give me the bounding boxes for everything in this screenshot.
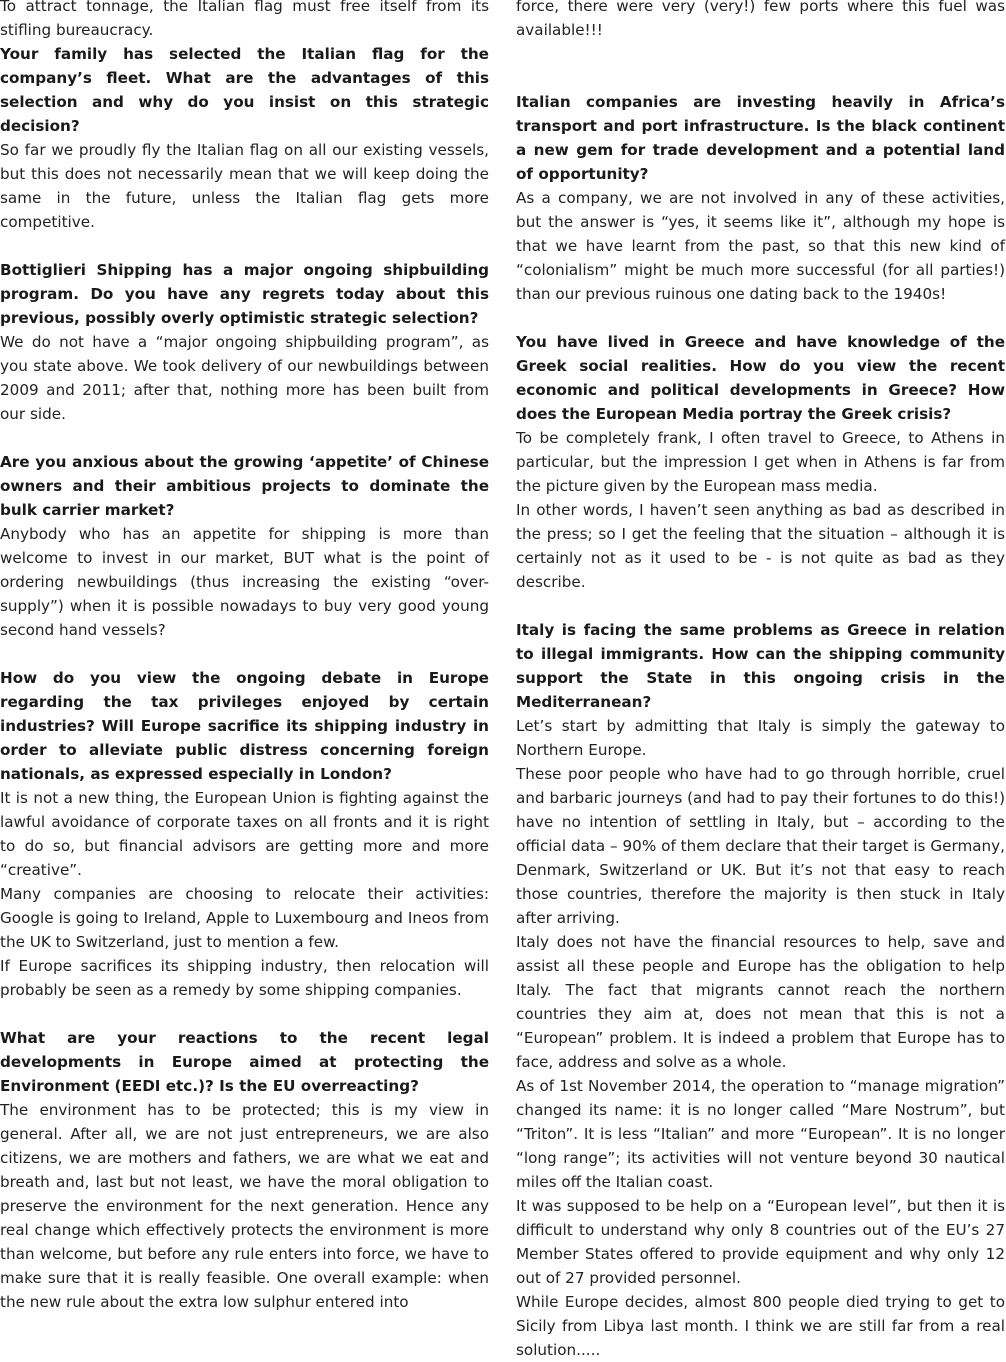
answer-paragraph: To be completely frank, I often travel to Greece, to Athens in particular, but the impression I get when in Athens is far from the picture given by the European mass media. <box>516 429 1005 495</box>
question-heading: Your family has selected the Italian flag for the company’s fleet. What are the advantages of this selection and why do you insist on this strategic decision? <box>0 45 489 135</box>
answer-paragraph: Let’s start by admitting that Italy is simply the gateway to Northern Europe. <box>516 717 1005 759</box>
answer-paragraph: Anybody who has an appetite for shipping is more than welcome to invest in our market, BUT what is the point of ordering newbuildings (thus increasing the existing “over-supply”) when it is possible nowadays to buy very good young second hand vessels? <box>0 525 489 639</box>
paragraph-spacer <box>0 426 489 450</box>
answer-paragraph: These poor people who have had to go through horrible, cruel and barbaric journeys (and had to pay their fortunes to do this!) have no intention of settling in Italy, but – according to the official data – 90% of them declare that their target is Germany, Denmark, Switzerland or UK. But it’s not that easy to reach those countries, therefore the majority is then stuck in Italy after arriving. <box>516 765 1005 927</box>
question-heading: Bottiglieri Shipping has a major ongoing shipbuilding program. Do you have any regrets today about this previous, possibly overly optimistic strategic selection? <box>0 261 489 327</box>
answer-paragraph: The environment has to be protected; this is my view in general. After all, we are not just entrepreneurs, we are also citizens, we are mothers and fathers, we are what we eat and breath and, last but not least, we have the moral obligation to preserve the environment for the next generation. Hence any real change which effectively protects the environment is more than welcome, but before any rule enters into force, we have to make sure that it is really feasible. One overall example: when the new rule about the extra low sulphur entered into <box>0 1101 489 1311</box>
answer-paragraph: It was supposed to be help on a “European level”, but then it is difficult to understand why only 8 countries out of the EU’s 27 Member States offered to provide equipment and why only 12 out of 27 provided personnel. <box>516 1197 1005 1287</box>
answer-paragraph: As of 1st November 2014, the operation to “manage migration” changed its name: it is no longer called “Mare Nostrum”, but “Triton”. It is less “Italian” and more “European”. It is no longer “long range”; its activities will not venture beyond 30 nautical miles off the Italian coast. <box>516 1077 1005 1191</box>
answer-paragraph: To attract tonnage, the Italian flag must free itself from its stifling bureaucracy. <box>0 0 489 39</box>
answer-paragraph: It is not a new thing, the European Union is fighting against the lawful avoidance of corporate taxes on all fronts and it is right to do so, but financial advisors are getting more and more “creative”. <box>0 789 489 879</box>
paragraph-spacer <box>516 42 1005 90</box>
answer-paragraph: Italy does not have the financial resources to help, save and assist all these people and Europe has the obligation to help Italy. The fact that migrants cannot reach the northern countries they aim at, does not mean that this is not a “European” problem. It is indeed a problem that Europe has to face, address and solve as a whole. <box>516 933 1005 1071</box>
right-column <box>516 0 1005 1362</box>
answer-paragraph: If Europe sacrifices its shipping industry, then relocation will probably be seen as a remedy by some shipping companies. <box>0 957 489 999</box>
question-heading: What are your reactions to the recent legal developments in Europe aimed at protecting the Environment (EEDI etc.)? Is the EU overreacting? <box>0 1029 489 1095</box>
answer-paragraph: force, there were very (very!) few ports where this fuel was available!!! <box>516 0 1005 39</box>
question-heading: Italy is facing the same problems as Greece in relation to illegal immigrants. How can the shipping community support the State in this ongoing crisis in the Mediterranean? <box>516 621 1005 711</box>
paragraph-spacer <box>0 642 489 666</box>
question-heading: Italian companies are investing heavily in Africa’s transport and port infrastructure. Is the black continent a new gem for trade development and a potential land of opportunity? <box>516 93 1005 183</box>
left-column <box>0 0 489 1314</box>
answer-paragraph: As a company, we are not involved in any of these activities, but the answer is “yes, it seems like it”, although my hope is that we have learnt from the past, so that this new kind of “colonialism” might be much more successful (for all parties!) than our previous ruinous one dating back to the 1940s! <box>516 189 1005 303</box>
question-heading: How do you view the ongoing debate in Europe regarding the tax privileges enjoyed by certain industries? Will Europe sacrifice its shipping industry in order to alleviate public distress concerning foreign nationals, as expressed especially in London? <box>0 669 489 783</box>
answer-paragraph: Many companies are choosing to relocate their activities: Google is going to Ireland, Apple to Luxembourg and Ineos from the UK to Switzerland, just to mention a few. <box>0 885 489 951</box>
answer-paragraph: In other words, I haven’t seen anything as bad as described in the press; so I get the feeling that the situation – although it is certainly not as it used to be - is not quite as bad as they describe. <box>516 501 1005 591</box>
paragraph-spacer <box>0 234 489 258</box>
paragraph-spacer <box>0 1002 489 1026</box>
question-heading: You have lived in Greece and have knowledge of the Greek social realities. How do you view the recent economic and political developments in Greece? How does the European Media portray the Greek crisis? <box>516 333 1005 423</box>
paragraph-spacer <box>516 306 1005 330</box>
question-heading: Are you anxious about the growing ‘appetite’ of Chinese owners and their ambitious projects to dominate the bulk carrier market? <box>0 453 489 519</box>
answer-paragraph: We do not have a “major ongoing shipbuilding program”, as you state above. We took delivery of our newbuildings between 2009 and 2011; after that, nothing more has been built from our side. <box>0 333 489 423</box>
answer-paragraph: While Europe decides, almost 800 people died trying to get to Sicily from Libya last month. I think we are still far from a real solution..... <box>516 1293 1005 1359</box>
paragraph-spacer <box>516 594 1005 618</box>
answer-paragraph: So far we proudly fly the Italian flag on all our existing vessels, but this does not necessarily mean that we will keep doing the same in the future, unless the Italian flag gets more competitive. <box>0 141 489 231</box>
